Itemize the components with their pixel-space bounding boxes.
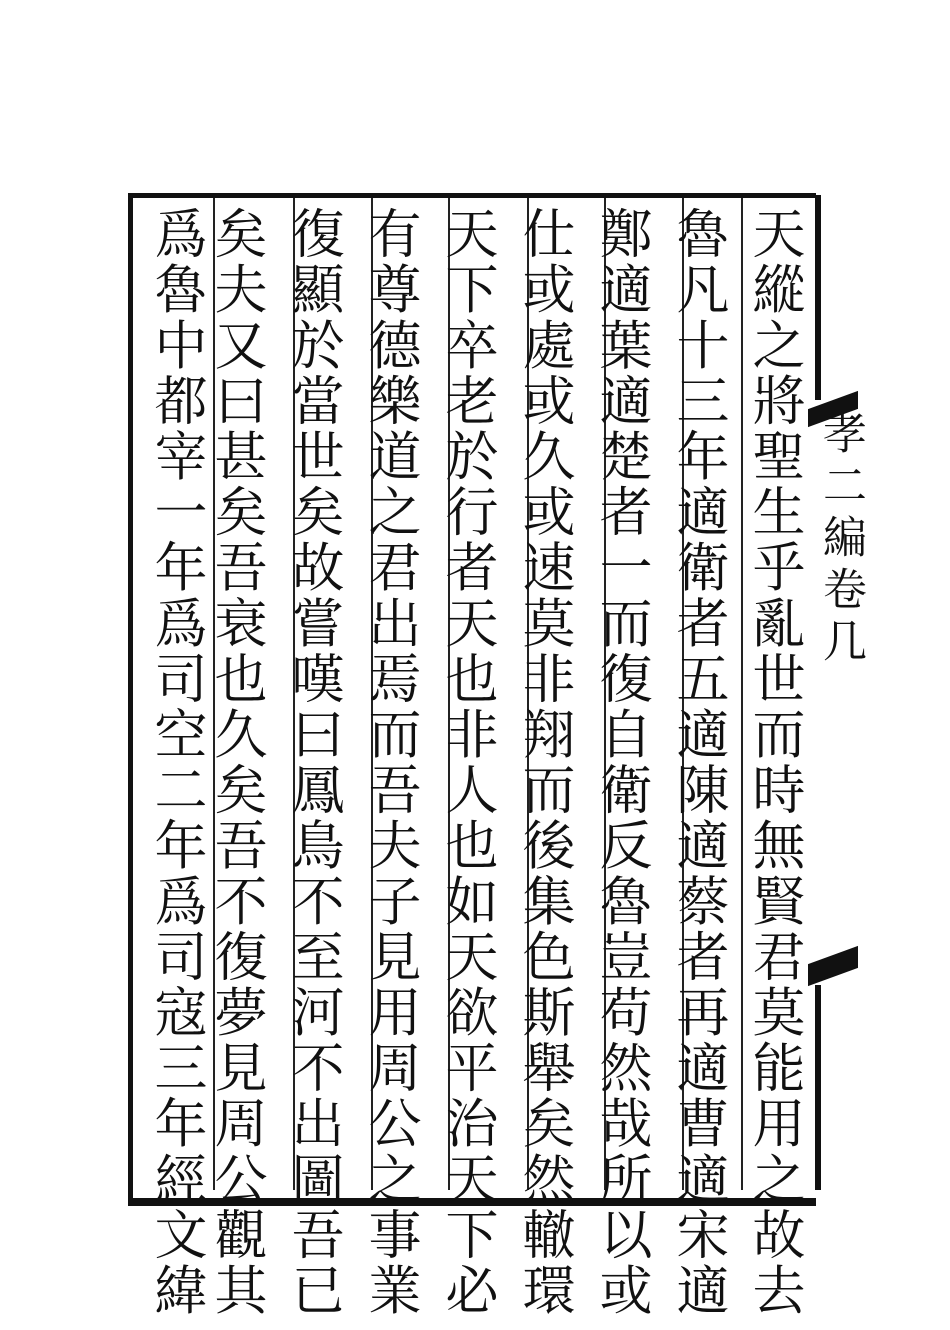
page-border-right-top [815,195,821,400]
text-column-5: 天下卒老於行者天也非人也如天欲平治天下必 [437,206,498,1318]
text-column-2: 魯凡十三年適衛者五適陳適蔡者再適曹適宋適 [668,206,729,1318]
text-column-8: 矣夫又曰甚矣吾衰也久矣吾不復夢見周公觀其 [206,206,267,1318]
text-column-1: 天縱之將聖生乎亂世而時無賢君莫能用之故去 [744,206,805,1318]
text-column-6: 有尊德樂道之君出焉而吾夫子見用周公之事業 [360,206,421,1318]
text-column-9: 爲魯中都宰一年爲司空二年爲司寇三年經文緯 [146,206,207,1318]
text-column-4: 仕或處或久或速莫非翔而後集色斯舉矣然轍環 [514,206,575,1318]
margin-title: 孝二編卷几 [815,410,866,670]
text-column-7: 復顯於當世矣故嘗嘆曰鳳鳥不至河不出圖吾已 [283,206,344,1318]
margin-rule [816,1015,819,1175]
text-column-3: 鄭適葉適楚者一而復自衛反魯豈苟然哉所以或 [591,206,652,1318]
